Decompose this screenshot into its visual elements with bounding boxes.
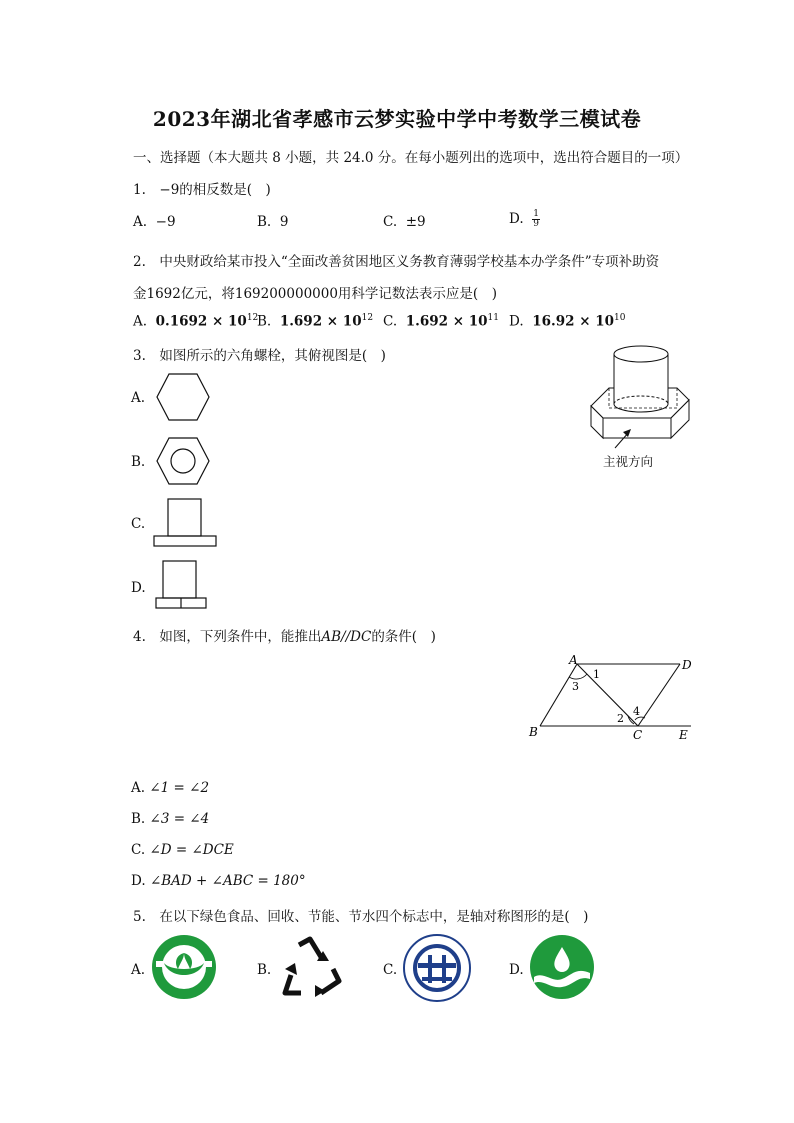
q2-option-c [383,313,499,330]
q3-d-label: D. [131,580,146,596]
section-header: 一、选择题（本大题共 8 小题，共 24.0 分。在每小题列出的选项中，选出符合题目的一项） [133,150,689,166]
q1-d-label: D. [509,211,524,227]
q3-option-d-side-view [154,559,210,611]
q2-b-label: B. [257,313,272,330]
q4-c-label: C. [131,842,146,858]
q2-b-base: 1.692 × 10 [279,313,362,330]
q4-label-c: C [633,728,643,742]
q4-option-c [131,842,234,858]
q2-c-base: 1.692 × 10 [405,313,488,330]
q2-c-label: C. [383,313,398,330]
q3-option-b-hexagon-circle [155,436,211,486]
energy-saving-logo-icon [402,933,472,1003]
q2-c-exp: 11 [487,313,499,323]
q5-b-label: B. [257,962,272,978]
q1-option-b [257,214,288,230]
q2-a-label: A. [133,313,148,330]
q4-a-text: ∠1 = ∠2 [149,780,210,796]
q1-c-label: C. [383,214,398,230]
q2-a-base: 0.1692 × 10 [155,313,247,330]
q3-figure-caption: 主视方向 [603,454,654,469]
q2-d-exp: 10 [614,313,626,323]
q4-stem-math: AB//DC [321,629,372,645]
q1-option-a [133,214,176,230]
q1-a-label: A. [133,214,148,230]
q5-a-label: A. [131,962,146,978]
q2-option-a [133,313,258,330]
q3-a-label: A. [131,390,146,406]
q1-a-text: −9 [155,214,176,230]
q5-c-label: C. [383,962,398,978]
q4-option-d [131,873,306,889]
page-title: 2023年湖北省孝感市云梦实验中学中考数学三模试卷 [152,107,642,131]
q2-a-exp: 12 [246,313,259,323]
q4-label-b: B [529,725,538,739]
q3-stem: 3. 如图所示的六角螺栓，其俯视图是( ) [133,348,386,364]
q5-d-label: D. [509,962,524,978]
q4-b-label: B. [131,811,146,827]
q4-parallelogram-figure [525,652,695,744]
q4-stem-post: 的条件( ) [371,629,436,645]
q1-b-text: 9 [279,214,289,230]
q2-stem-line1: 2. 中央财政给某市投入“全面改善贫困地区义务教育薄弱学校基本办学条件”专项补助资 [133,254,660,270]
q2-stem-line2: 金1692亿元，将169200000000用科学记数法表示应是( ) [133,286,497,302]
q4-d-label: D. [131,873,146,889]
q4-label-e: E [679,728,688,742]
q2-d-label: D. [509,313,524,330]
q3-option-a-hexagon [155,372,211,422]
q2-d-base: 16.92 × 10 [532,313,615,330]
q4-d-text: ∠BAD + ∠ABC = 180° [149,873,306,889]
q3-c-label: C. [131,516,146,532]
q4-label-d: D [682,658,692,672]
q4-angle-4: 4 [633,705,640,718]
recycle-logo-icon [277,935,343,1001]
q4-angle-1: 1 [593,668,600,681]
q1-option-c [383,214,426,230]
q4-a-label: A. [131,780,146,796]
q1-option-d [509,210,540,229]
q2-option-b [257,313,373,330]
q3-option-c-front-view [152,497,218,549]
q4-stem-pre: 4. 如图，下列条件中，能推出 [133,629,322,645]
q1-d-numerator: 1 [533,209,539,219]
q2-option-d [509,313,625,330]
q3-b-label: B. [131,454,146,470]
q4-stem [133,625,436,645]
green-food-logo-icon [150,933,218,1001]
q4-b-text: ∠3 = ∠4 [149,811,210,827]
q1-c-text: ±9 [405,214,426,230]
water-saving-logo-icon [528,933,596,1001]
q1-d-denominator: 9 [533,219,539,229]
q4-option-a [131,780,209,796]
q4-angle-3: 3 [572,680,579,693]
q4-option-b [131,811,209,827]
q4-label-a: A [569,653,578,667]
q5-stem: 5. 在以下绿色食品、回收、节能、节水四个标志中，是轴对称图形的是( ) [133,909,589,925]
q1-d-fraction [532,210,540,229]
q4-angle-2: 2 [617,712,624,725]
q1-stem: 1. −9的相反数是( ) [133,182,271,198]
q1-b-label: B. [257,214,272,230]
q4-c-text: ∠D = ∠DCE [149,842,234,858]
q2-b-exp: 12 [361,313,374,323]
